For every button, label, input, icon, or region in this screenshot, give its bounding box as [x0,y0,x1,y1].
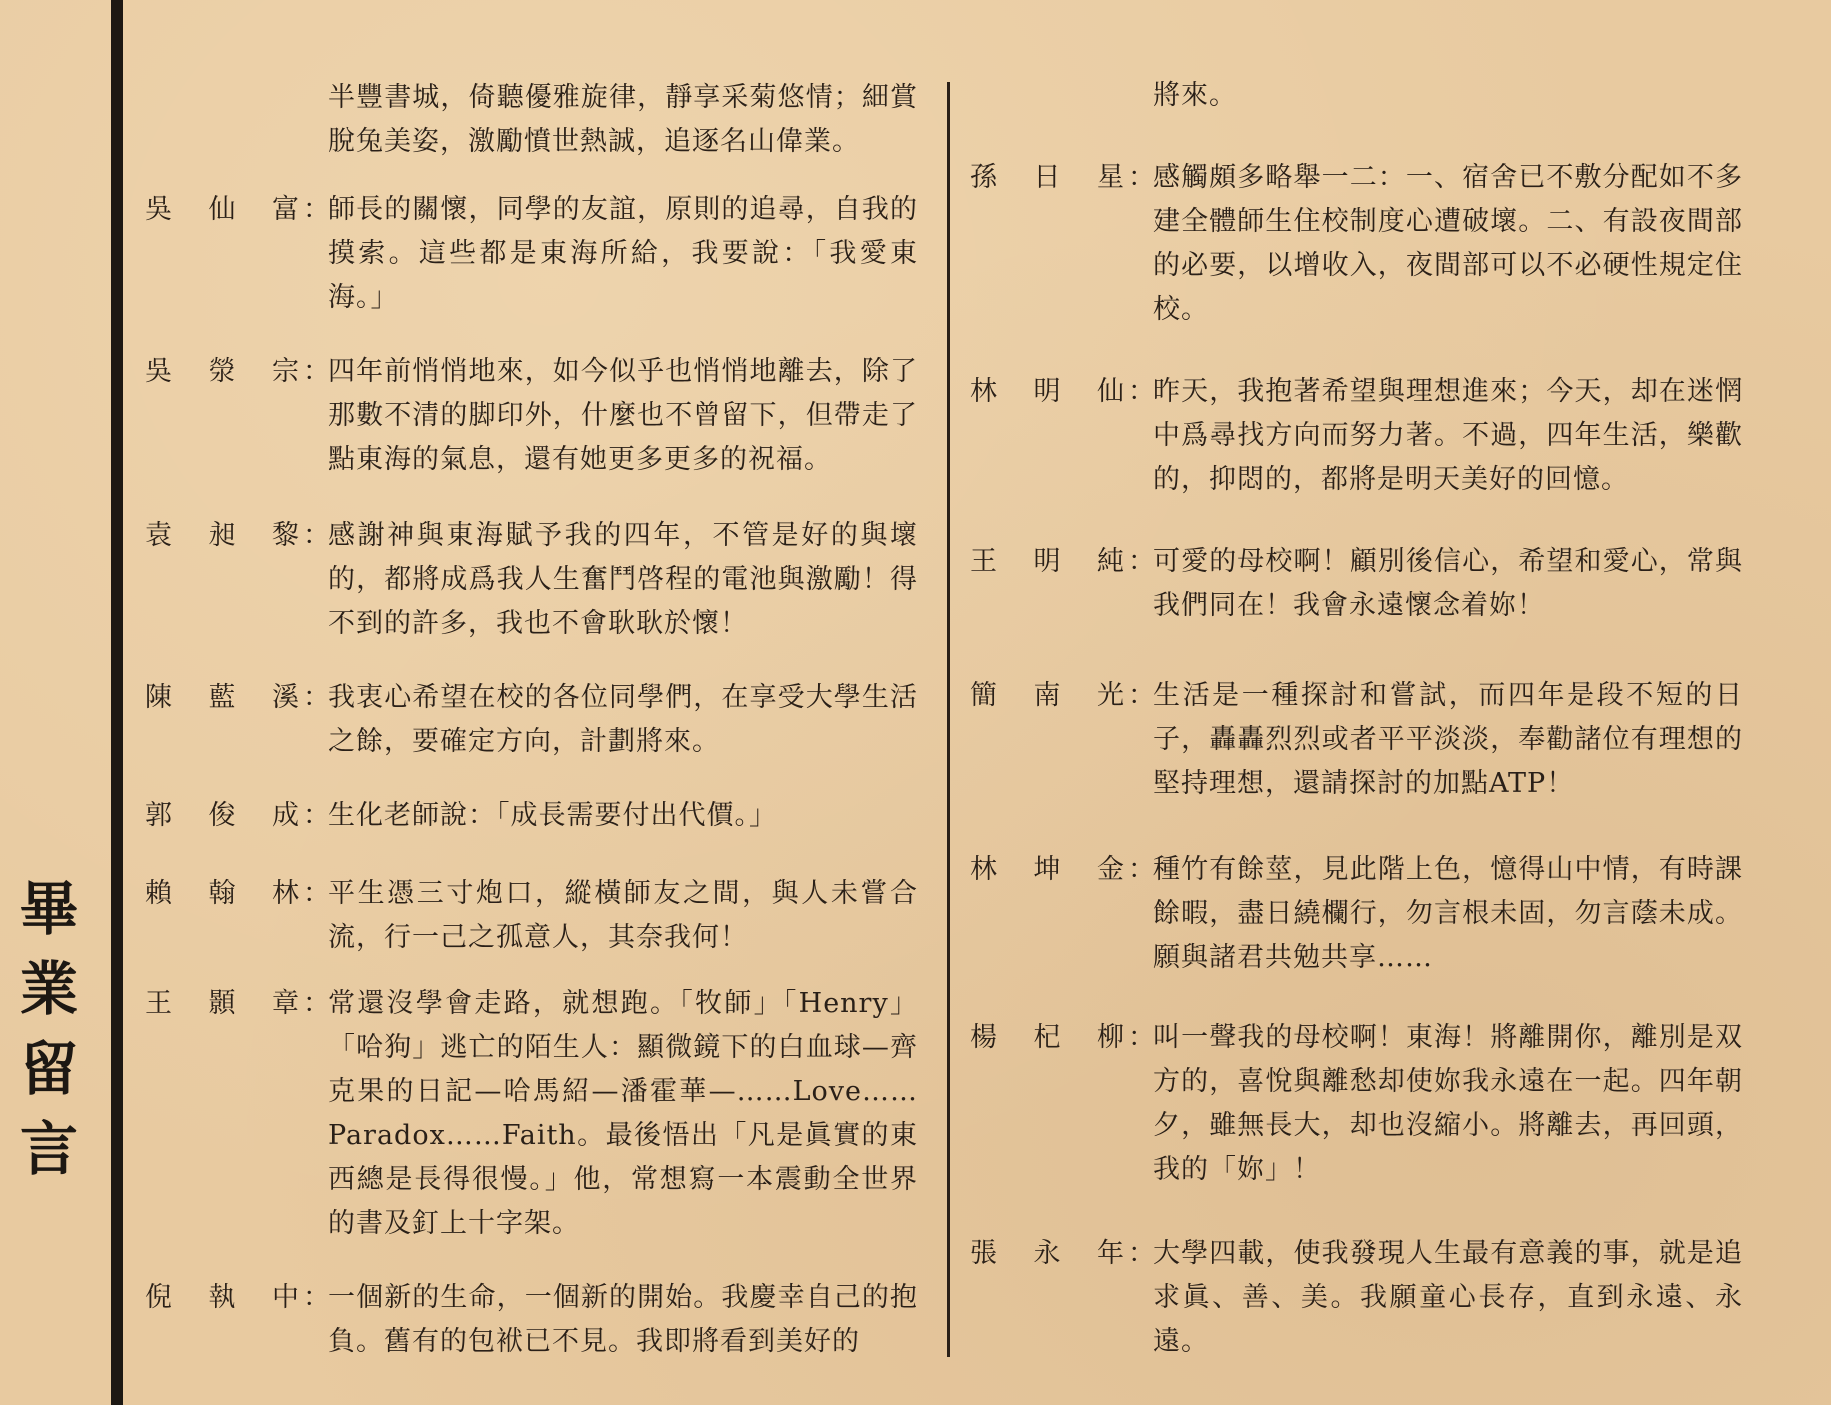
title-char: 畢 [19,875,78,943]
message-text: 四年前悄悄地來，如今似乎也悄悄地離去，除了那數不清的脚印外，什麼也不曾留下，但帶走了點東海的氣息，還有她更多更多的祝福。 [328,356,918,475]
student-name: 王 顥 章 [145,988,300,1019]
page-title-vertical [14,875,84,1183]
message-text: 生化老師說：「成長需要付出代價。」 [328,800,777,831]
message-entry [145,1276,925,1364]
message-text: 將來。 [1153,80,1237,111]
title-char: 留 [19,1035,78,1103]
student-name: 楊 杞 柳 [970,1022,1125,1053]
message-entry [145,676,925,764]
message-text: 我衷心希望在校的各位同學們，在享受大學生活之餘，要確定方向，計劃將來。 [328,682,918,757]
colon: ： [303,878,331,909]
student-name: 林 坤 金 [970,854,1125,885]
colon: ： [1128,162,1156,193]
message-text: 師長的關懷，同學的友誼，原則的追尋，自我的摸索。這些都是東海所給，我要說：「我愛東海。」 [328,194,918,313]
message-text: 半豐書城，倚聽優雅旋律，靜享采菊悠情；細賞脫兔美姿，激勵憤世熱誠，追逐名山偉業。 [328,82,918,157]
colon: ： [303,520,331,551]
message-text: 種竹有餘莖，見此階上色，憶得山中情，有時課餘暇，盡日繞欄行，勿言根未固，勿言蔭未成。願與諸君共勉共享…… [1153,854,1743,973]
message-entry [145,350,925,482]
message-entry [970,370,1750,502]
message-text: 感觸頗多略舉一二：一、宿舍已不敷分配如不多建全體師生住校制度心遭破壞。二、有設夜間部的必要，以增收入，夜間部可以不必硬性規定住校。 [1153,162,1743,325]
colon: ： [303,356,331,387]
colon: ： [303,1282,331,1313]
column-divider [947,82,950,1357]
colon: ： [1128,680,1156,711]
message-entry [145,514,925,646]
student-name: 陳 藍 溪 [145,682,300,713]
message-entry [970,540,1750,628]
message-text: 叫一聲我的母校啊！東海！將離開你，離別是双方的，喜悅與離愁却使妳我永遠在一起。四年朝夕，雖無長大，却也沒縮小。將離去，再回頭，我的「妳」！ [1153,1022,1743,1185]
message-entry [145,872,925,960]
message-text: 大學四載，使我發現人生最有意義的事，就是追求眞、善、美。我願童心長存，直到永遠、永遠。 [1153,1238,1743,1357]
student-name: 倪 執 中 [145,1282,300,1313]
colon: ： [1128,1022,1156,1053]
message-text: 感謝神與東海賦予我的四年，不管是好的與壞的，都將成爲我人生奮鬥啓程的電池與激勵！得不到的許多，我也不會耿耿於懷！ [328,520,918,639]
message-entry [970,674,1750,806]
student-name: 林 明 仙 [970,376,1125,407]
title-char: 言 [19,1115,78,1183]
message-entry [970,156,1750,332]
student-name: 袁 昶 黎 [145,520,300,551]
student-name: 孫 日 星 [970,162,1125,193]
message-entry [145,982,925,1246]
continuation-text [970,74,1750,118]
colon: ： [303,194,331,225]
colon: ： [1128,1238,1156,1269]
student-name: 張 永 年 [970,1238,1125,1269]
student-name: 郭 俊 成 [145,800,300,831]
message-text: 生活是一種探討和嘗試，而四年是段不短的日子，轟轟烈烈或者平平淡淡，奉勸諸位有理想的堅持理想，還請探討的加點ATP！ [1153,680,1743,799]
student-name: 吳 滎 宗 [145,356,300,387]
message-text: 可愛的母校啊！顧別後信心，希望和愛心，常與我們同在！我會永遠懷念着妳！ [1153,546,1743,621]
message-text: 一個新的生命，一個新的開始。我慶幸自己的抱負。舊有的包袱已不見。我即將看到美好的 [328,1282,918,1357]
message-entry [970,1232,1750,1364]
student-name: 王 明 純 [970,546,1125,577]
colon: ： [303,800,331,831]
message-entry [145,188,925,320]
message-entry [970,848,1750,980]
colon: ： [1128,546,1156,577]
message-entry [145,794,925,838]
student-name: 吳 仙 富 [145,194,300,225]
binding-spine-line [111,0,123,1405]
colon: ： [1128,376,1156,407]
continuation-text [145,76,925,164]
message-text: 常還沒學會走路，就想跑。「牧師」「Henry」「哈狗」逃亡的陌生人：顯微鏡下的白血球—齊克果的日記—哈馬紹—潘霍華—……Love……Paradox……Faith。最後悟出「凡是眞實的東西總是長得很慢。」他，常想寫一本震動全世界的書及釘上十字架。 [328,988,918,1239]
student-name: 簡 南 光 [970,680,1125,711]
colon: ： [1128,854,1156,885]
message-text: 昨天，我抱著希望與理想進來；今天，却在迷惘中爲尋找方向而努力著。不過，四年生活，樂歡的，抑悶的，都將是明天美好的回憶。 [1153,376,1743,495]
student-name: 賴 翰 林 [145,878,300,909]
colon: ： [303,682,331,713]
colon: ： [303,988,331,1019]
title-char: 業 [19,955,78,1023]
message-text: 平生憑三寸炮口，縱橫師友之間，與人未嘗合流，行一己之孤意人，其奈我何！ [328,878,918,953]
message-entry [970,1016,1750,1192]
